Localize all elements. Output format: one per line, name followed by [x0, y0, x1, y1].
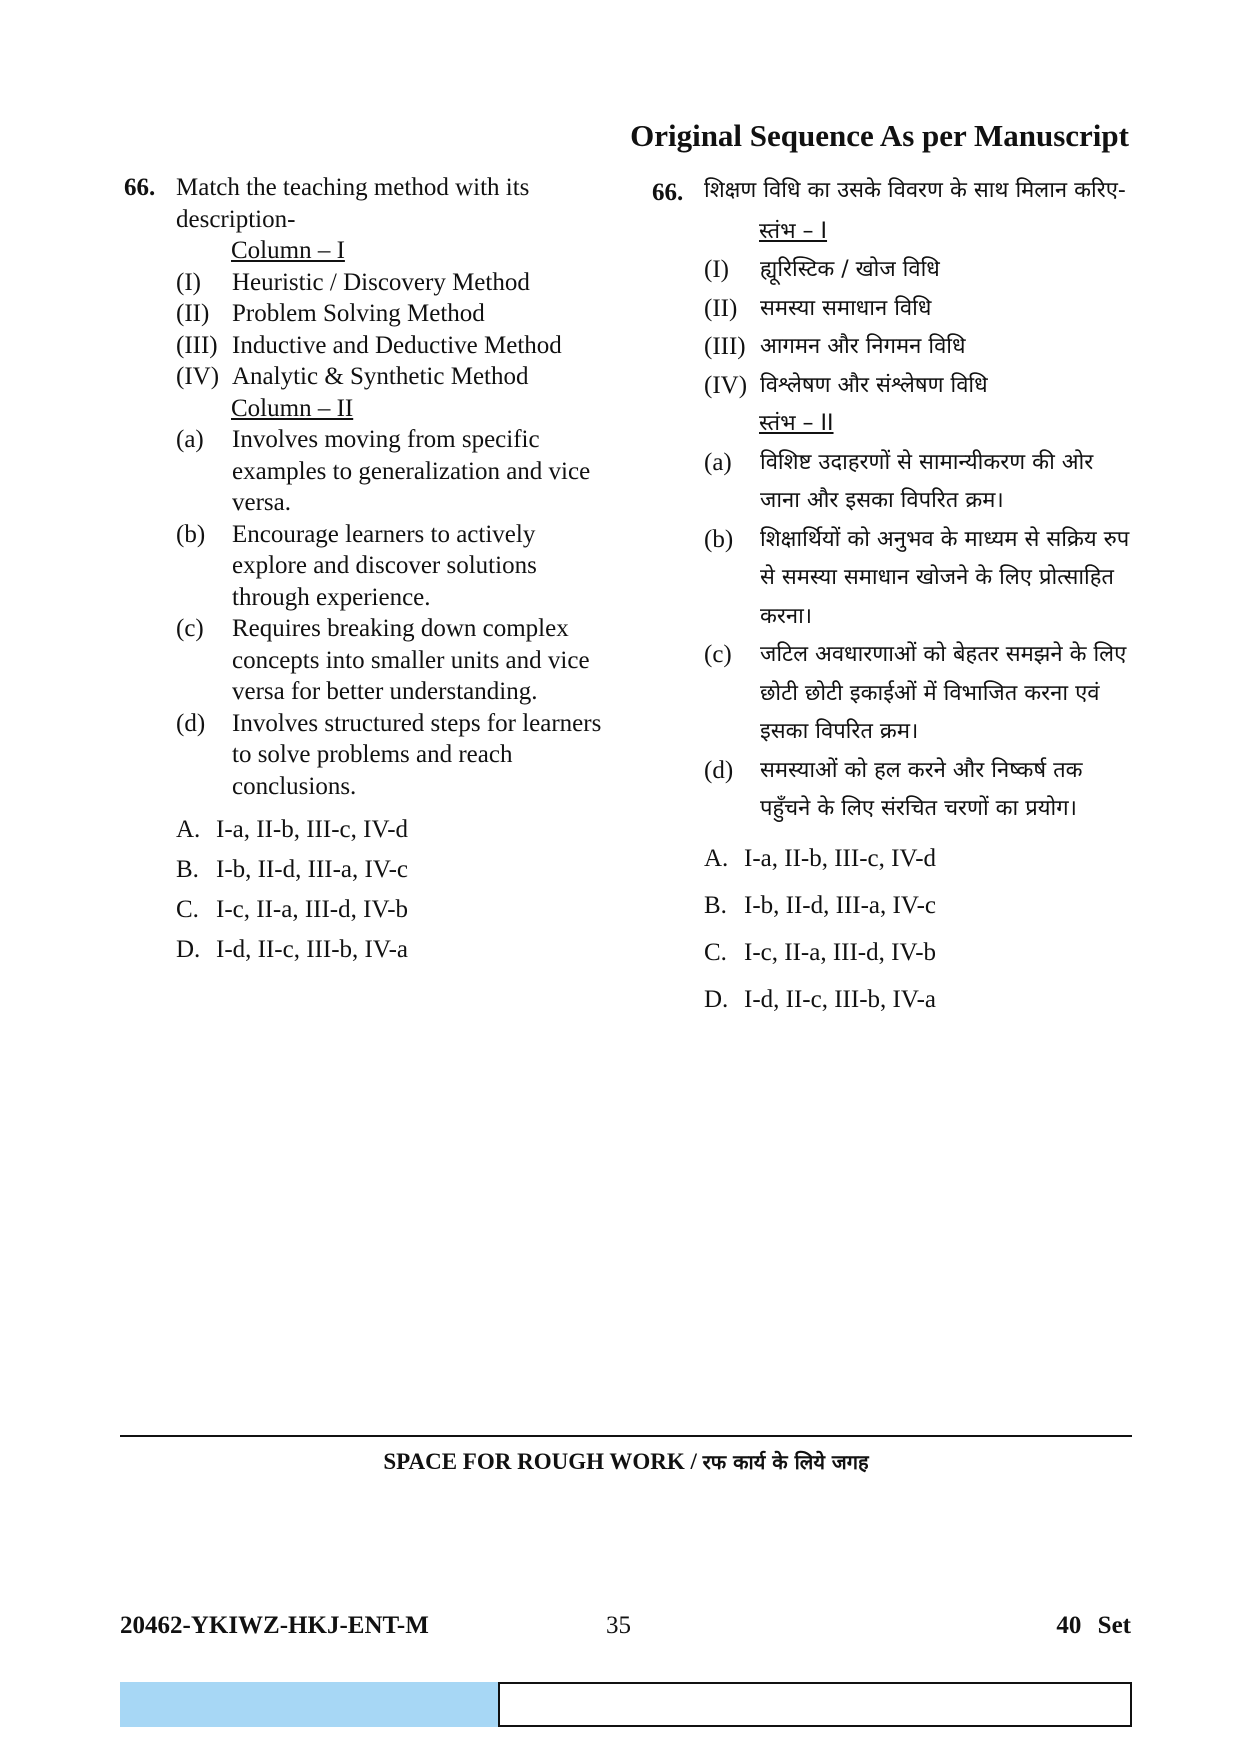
footer-box: [498, 1682, 1132, 1727]
page-title: Original Sequence As per Manuscript: [630, 118, 1129, 153]
item-text: Heuristic / Discovery Method: [232, 268, 530, 296]
option-label: A.: [704, 844, 729, 872]
option-label: C.: [704, 938, 727, 966]
column-2-item: [124, 708, 614, 803]
item-label: (II): [176, 300, 210, 327]
answer-option[interactable]: [652, 976, 1130, 1023]
item-label: (d): [176, 709, 206, 737]
answer-option[interactable]: [124, 850, 614, 890]
column-2-item: [652, 444, 1130, 521]
item-label: (IV): [176, 363, 220, 390]
column-1-heading: Column – I: [231, 237, 345, 264]
item-text: शिक्षार्थियों को अनुभव के माध्यम से सक्रिय रुप से समस्या समाधान खोजने के लिए प्रोत्साहित करना।: [760, 526, 1130, 629]
column-1-item: [124, 298, 614, 330]
column-2-item: [652, 521, 1130, 637]
answer-option[interactable]: [124, 810, 614, 850]
answer-option[interactable]: [124, 890, 614, 930]
option-label: B.: [704, 891, 727, 919]
question-number: 66.: [652, 179, 684, 206]
item-label: (c): [176, 615, 204, 642]
option-text: I-a, II-b, III-c, IV-d: [216, 816, 409, 843]
column-1-item: [652, 367, 1130, 406]
answer-option[interactable]: [652, 882, 1130, 929]
answer-option[interactable]: [652, 835, 1130, 882]
option-text: I-b, II-d, III-a, IV-c: [744, 891, 937, 919]
rough-work-divider: [120, 1435, 1132, 1437]
item-label: (a): [704, 448, 732, 476]
item-label: (b): [176, 520, 206, 548]
item-label: (II): [704, 294, 738, 322]
column-2-item: [124, 424, 614, 519]
column-1-item: [652, 328, 1130, 367]
option-text: I-b, II-d, III-a, IV-c: [216, 856, 409, 883]
item-text: Involves structured steps for learners to solve problems and reach conclusions.: [232, 709, 602, 800]
option-text: I-d, II-c, III-b, IV-a: [216, 936, 409, 963]
option-text: I-d, II-c, III-b, IV-a: [744, 985, 937, 1013]
question-header: [124, 172, 614, 235]
column-2-item: [124, 613, 614, 708]
answer-option[interactable]: [124, 930, 614, 970]
column-1-item: [652, 290, 1130, 329]
answer-options: [124, 810, 614, 970]
item-label: (c): [704, 641, 732, 668]
item-label: (III): [704, 333, 746, 360]
item-label: (a): [176, 426, 204, 453]
page-number: 35: [606, 1612, 631, 1639]
item-label: (I): [704, 256, 729, 283]
question-text: Match the teaching method with its description-: [176, 174, 530, 233]
item-text: समस्याओं को हल करने और निष्कर्ष तक पहुँचने के लिए संरचित चरणों का प्रयोग।: [760, 757, 1083, 821]
column-2-item: [652, 752, 1130, 829]
rough-work-hindi: रफ कार्य के लिये जगह: [702, 1450, 869, 1474]
item-text: जटिल अवधारणाओं को बेहतर समझने के लिए छोटी छोटी इकाईओं में विभाजित करना एवं इसका विपरित क्रम।: [760, 642, 1127, 744]
item-text: ह्यूरिस्टिक / खोज विधि: [760, 257, 940, 282]
option-text: I-c, II-a, III-d, IV-b: [744, 938, 937, 966]
item-text: Inductive and Deductive Method: [232, 331, 562, 359]
option-text: I-a, II-b, III-c, IV-d: [744, 844, 937, 872]
item-label: (III): [176, 331, 218, 359]
item-text: Requires breaking down complex concepts into smaller units and vice versa for better understanding.: [232, 615, 590, 705]
item-label: (IV): [704, 371, 748, 399]
column-1-item: [124, 267, 614, 299]
column-1-item: [124, 361, 614, 393]
option-label: B.: [176, 856, 199, 883]
column-1-item: [124, 330, 614, 362]
item-text: Encourage learners to actively explore and discover solutions through experience.: [232, 520, 537, 611]
question-english: [124, 172, 614, 970]
item-text: समस्या समाधान विधि: [760, 295, 932, 321]
column-2-item: [124, 519, 614, 614]
option-label: D.: [704, 985, 729, 1013]
paper-code: 20462-YKIWZ-HKJ-ENT-M: [120, 1612, 429, 1639]
question-header: [652, 172, 1130, 213]
rough-work-label: [120, 1448, 1132, 1475]
item-label: (I): [176, 268, 201, 296]
question-hindi: [652, 172, 1130, 1023]
item-text: विशिष्ट उदाहरणों से सामान्यीकरण की ओर जाना और इसका विपरित क्रम।: [760, 449, 1094, 513]
column-2-heading: Column – II: [231, 394, 354, 422]
option-label: C.: [176, 896, 199, 923]
option-label: A.: [176, 816, 201, 843]
option-label: D.: [176, 936, 201, 963]
question-number: 66.: [124, 174, 156, 201]
column-2-heading: स्तंभ – II: [759, 411, 834, 436]
footer-color-bar: [120, 1682, 498, 1727]
column-1-item: [652, 251, 1130, 290]
set-number: 40 Set: [1056, 1612, 1131, 1639]
column-1-heading: स्तंभ – I: [759, 218, 828, 244]
column-2-item: [652, 636, 1130, 752]
item-text: Problem Solving Method: [232, 300, 485, 327]
item-label: (b): [704, 525, 734, 553]
rough-work-english: SPACE FOR ROUGH WORK /: [383, 1449, 703, 1474]
item-label: (d): [704, 756, 734, 784]
item-text: Involves moving from specific examples to generalization and vice versa.: [232, 426, 591, 516]
answer-option[interactable]: [652, 929, 1130, 976]
item-text: आगमन और निगमन विधि: [760, 334, 966, 359]
item-text: विश्लेषण और संश्लेषण विधि: [760, 372, 988, 398]
answer-options: [652, 835, 1130, 1023]
question-text: शिक्षण विधि का उसके विवरण के साथ मिलान करिए-: [704, 178, 1126, 203]
item-text: Analytic & Synthetic Method: [232, 363, 529, 390]
option-text: I-c, II-a, III-d, IV-b: [216, 896, 409, 923]
